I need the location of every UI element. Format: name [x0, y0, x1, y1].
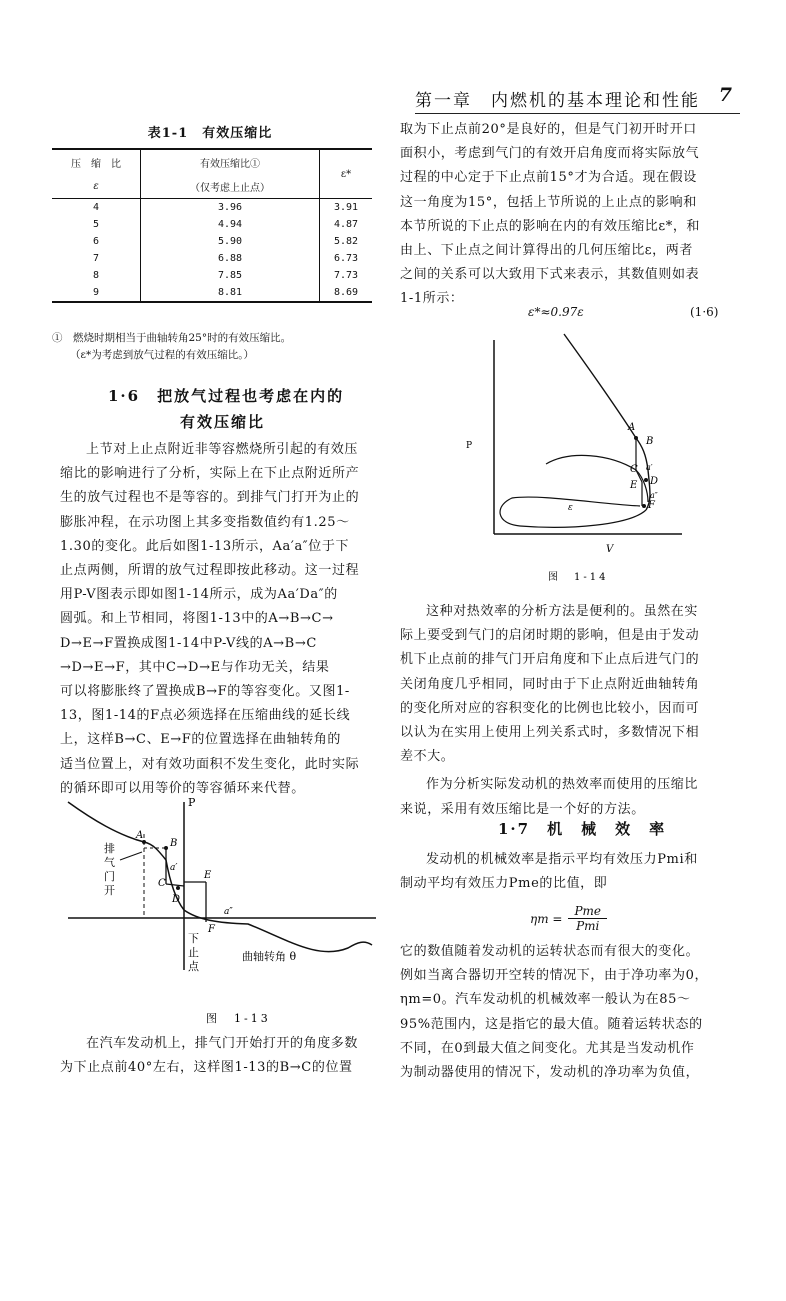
compression-ratio-table — [52, 148, 372, 303]
body-line: 13，图1-14的F点必须选择在压缩曲线的延长线 — [60, 708, 351, 724]
exhaust-label-2: 气 — [104, 856, 115, 869]
table-cell: 4.94 — [217, 219, 243, 230]
body-line: 95%范围内，这是指它的最大值。随着运转状态的 — [400, 1016, 703, 1032]
body-line: 适当位置上，对有效功面积不发生变化，此时实际 — [60, 756, 360, 772]
c-d-line — [166, 884, 184, 886]
table-cell: 6.73 — [320, 250, 373, 267]
table-cell: 7.73 — [320, 267, 373, 284]
body-line: 生的放气过程也不是等容的。到排气门打开为止的 — [60, 490, 360, 506]
fig13-label-a2: a″ — [224, 907, 233, 917]
section-1-7-title: 1·7 机 械 效 率 — [498, 820, 667, 838]
section-1-6-title: 1·6 把放气过程也考虑在内的 — [108, 387, 345, 405]
table-cell: 8.69 — [320, 284, 373, 302]
body-line: 圆弧。和上节相同，将图1-13中的A→B→C→ — [60, 611, 334, 627]
body-line: 用P-V图表示即如图1-14所示，成为Aa′Da″的 — [60, 587, 338, 603]
chapter-title: 第一章 内燃机的基本理论和性能 — [415, 91, 700, 111]
table-title: 表1-1 有效压缩比 — [147, 126, 273, 141]
body-line: 来说，采用有效压缩比是一个好的方法。 — [400, 801, 645, 817]
table-footnote-2: （ε*为考虑到放气过程的有效压缩比。） — [70, 349, 254, 361]
body-line: 这种对热效率的分析方法是便利的。虽然在实 — [426, 604, 699, 619]
body-line: 面积小，考虑到气门的有效开启角度而将实际放气 — [400, 146, 700, 162]
body-line: 之间的关系可以大致用下式来表示，其数值则如表 — [400, 267, 700, 283]
body-line: 取为下止点前20°是良好的，但是气门初开时开口 — [400, 122, 697, 137]
page-number: 7 — [718, 84, 734, 106]
point-b — [164, 846, 168, 850]
fig13-label-d: D — [172, 894, 181, 905]
table-row — [52, 250, 372, 267]
table-cell: 3.91 — [320, 199, 373, 217]
body-line: 可以将膨胀终了置换成B→F的等容变化。又图1- — [60, 684, 350, 700]
body-line: 发动机的机械效率是指示平均有效压力Pmi和 — [426, 852, 698, 867]
mechanical-efficiency-formula — [530, 904, 607, 933]
crank-angle-label: 曲轴转角 θ — [242, 950, 297, 963]
body-line: 际上要受到气门的启闭时期的影响，但是由于发动 — [400, 628, 700, 644]
body-line: 的变化所对应的容积变化的比例也比较小，因而可 — [400, 700, 700, 716]
body-line: 这一角度为15°，包括上节所说的上止点的影响和 — [400, 194, 697, 210]
table-cell: 4.87 — [320, 216, 373, 233]
body-line: 由上、下止点之间计算得出的几何压缩比ε，两者 — [400, 243, 693, 259]
exhaust-label-4: 开 — [104, 884, 115, 897]
body-line: 本节所说的下止点的影响在内的有效压缩比ε*，和 — [400, 218, 701, 234]
body-line: 1-1所示： — [400, 291, 464, 307]
table-cell: 9 — [52, 284, 141, 302]
table-cell: 8.81 — [217, 287, 243, 298]
table-cell: 5.82 — [320, 233, 373, 250]
body-line: ηm=0。汽车发动机的机械效率一般认为在85～ — [400, 992, 691, 1008]
table-cell: 6 — [52, 233, 141, 250]
table-row — [52, 233, 372, 250]
section-1-7-body — [400, 940, 730, 1085]
fig13-label-a: A — [136, 830, 144, 841]
equation-1-6: ε*≈0.97ε — [528, 305, 584, 319]
exhaust-label-1: 排 — [104, 842, 115, 855]
col-header-eps-star: ε* — [320, 149, 373, 199]
point-b — [634, 436, 638, 440]
fig14-caption: 图 1-14 — [548, 572, 609, 583]
bdc-label-3: 点 — [188, 960, 199, 973]
fig13-caption: 图 1-13 — [206, 1012, 271, 1025]
exhaust-pointer — [120, 852, 142, 860]
table-cell: 5 — [52, 216, 141, 233]
fig13-p-label: P — [188, 796, 196, 809]
table-cell: 8 — [52, 267, 141, 284]
section-1-6-tail — [60, 1032, 382, 1080]
body-line: 差不大。 — [400, 749, 455, 765]
body-line: 关闭角度几乎相同，同时由于下止点附近曲轴转角 — [400, 676, 700, 692]
fig13-label-a1: a′ — [170, 863, 178, 873]
fig14-label-f: F — [648, 500, 655, 511]
pumping-loop — [500, 497, 646, 527]
bdc-label-2: 止 — [188, 946, 199, 959]
formula-lhs: ηm = — [530, 911, 563, 926]
point-f — [642, 504, 646, 508]
body-line: 缩比的影响进行了分析，实际上在下止点附近所产 — [60, 466, 360, 482]
body-line: 为制动器使用的情况下，发动机的净功率为负值， — [400, 1065, 700, 1081]
fig14-label-a: A — [628, 422, 636, 433]
bdc-label-1: 下 — [188, 932, 199, 945]
body-line: 不同，在0到最大值之间变化。尤其是当发动机作 — [400, 1040, 695, 1056]
body-line: 机下止点前的排气门开启角度和下止点后进气门的 — [400, 652, 700, 668]
equation-number: (1·6) — [690, 305, 719, 319]
col-header-effective: 有效压缩比① — [200, 158, 260, 170]
body-line: 1.30的变化。此后如图1-13所示，Aa′a″位于下 — [60, 538, 350, 554]
fig14-label-c: C — [630, 464, 638, 475]
fig13-label-b: B — [170, 838, 178, 849]
col-header-effective-sub: （仅考虑上止点） — [190, 182, 270, 194]
body-line: 作为分析实际发动机的热效率而使用的压缩比 — [426, 777, 699, 793]
table-cell: 3.96 — [217, 202, 243, 213]
body-line: →D→E→F，其中C→D→E与作功无关，结果 — [60, 659, 330, 675]
fig14-label-b: B — [646, 436, 654, 447]
point-d — [176, 886, 180, 890]
body-line: 止点两侧，所谓的放气过程即按此移动。这一过程 — [60, 563, 360, 579]
section-1-6-body — [60, 438, 382, 801]
body-line: 为下止点前40°左右，这样图1-13的B→C的位置 — [60, 1060, 353, 1076]
figure-1-14 — [460, 330, 690, 590]
fig14-label-a2: a″ — [650, 491, 658, 500]
fig14-p-label: P — [466, 441, 473, 451]
running-head — [415, 86, 740, 114]
fig14-label-eps: ε — [568, 503, 573, 513]
table-cell: 7 — [52, 250, 141, 267]
table-row — [52, 284, 372, 302]
body-line: 在汽车发动机上，排气门开始打开的角度多数 — [86, 1036, 359, 1051]
right-column-middle — [400, 600, 730, 822]
table-row — [52, 267, 372, 284]
body-line: 上，这样B→C、E→F的位置选择在曲轴转角的 — [60, 732, 341, 748]
fig13-label-f: F — [208, 924, 215, 935]
body-line: 以认为在实用上使用上列关系式时，多数情况下相 — [400, 725, 700, 741]
body-line: 它的数值随着发动机的运转状态而有很大的变化。 — [400, 944, 700, 959]
col-header-eps: ε — [52, 174, 141, 199]
body-line: D→E→F置换成图1-14中P-V线的A→B→C — [60, 635, 317, 651]
point-d — [644, 478, 648, 482]
formula-numerator: Pme — [568, 904, 607, 919]
compression-curve — [546, 455, 648, 502]
formula-denominator: Pmi — [576, 919, 600, 933]
body-line: 制动平均有效压力Pme的比值，即 — [400, 876, 608, 892]
table-cell: 5.90 — [217, 236, 243, 247]
table-cell: 4 — [52, 199, 141, 217]
body-line: 膨胀冲程，在示功图上其多变指数值约有1.25～ — [60, 514, 350, 530]
table-cell: 6.88 — [217, 253, 243, 264]
fig14-label-a1: a′ — [646, 463, 653, 472]
table-footnote-1: ① 燃烧时期相当于曲轴转角25°时的有效压缩比。 — [52, 332, 292, 344]
col-header-ratio: 压 缩 比 — [52, 149, 141, 174]
body-line: 上节对上止点附近非等容燃烧所引起的有效压 — [86, 442, 359, 457]
exhaust-label-3: 门 — [104, 870, 115, 883]
fig14-v-label: V — [606, 544, 614, 555]
body-line: 过程的中心定于下止点前15°才为合适。现在假设 — [400, 170, 697, 186]
body-line: 例如当离合器切开空转的情况下，由于净功率为0， — [400, 968, 709, 984]
section-1-7-intro — [400, 848, 730, 896]
fig13-label-e: E — [204, 870, 212, 881]
section-1-6-title-2: 有效压缩比 — [180, 413, 266, 431]
fig14-label-d: D — [650, 476, 659, 487]
formula-fraction — [568, 904, 607, 933]
table-cell: 7.85 — [217, 270, 243, 281]
body-line: 的循环即可以用等价的等容循环来代替。 — [60, 780, 305, 796]
table-row — [52, 199, 372, 217]
table-row — [52, 216, 372, 233]
right-column-top — [400, 118, 730, 312]
fig14-label-e: E — [630, 480, 638, 491]
fig13-label-c: C — [158, 878, 166, 889]
